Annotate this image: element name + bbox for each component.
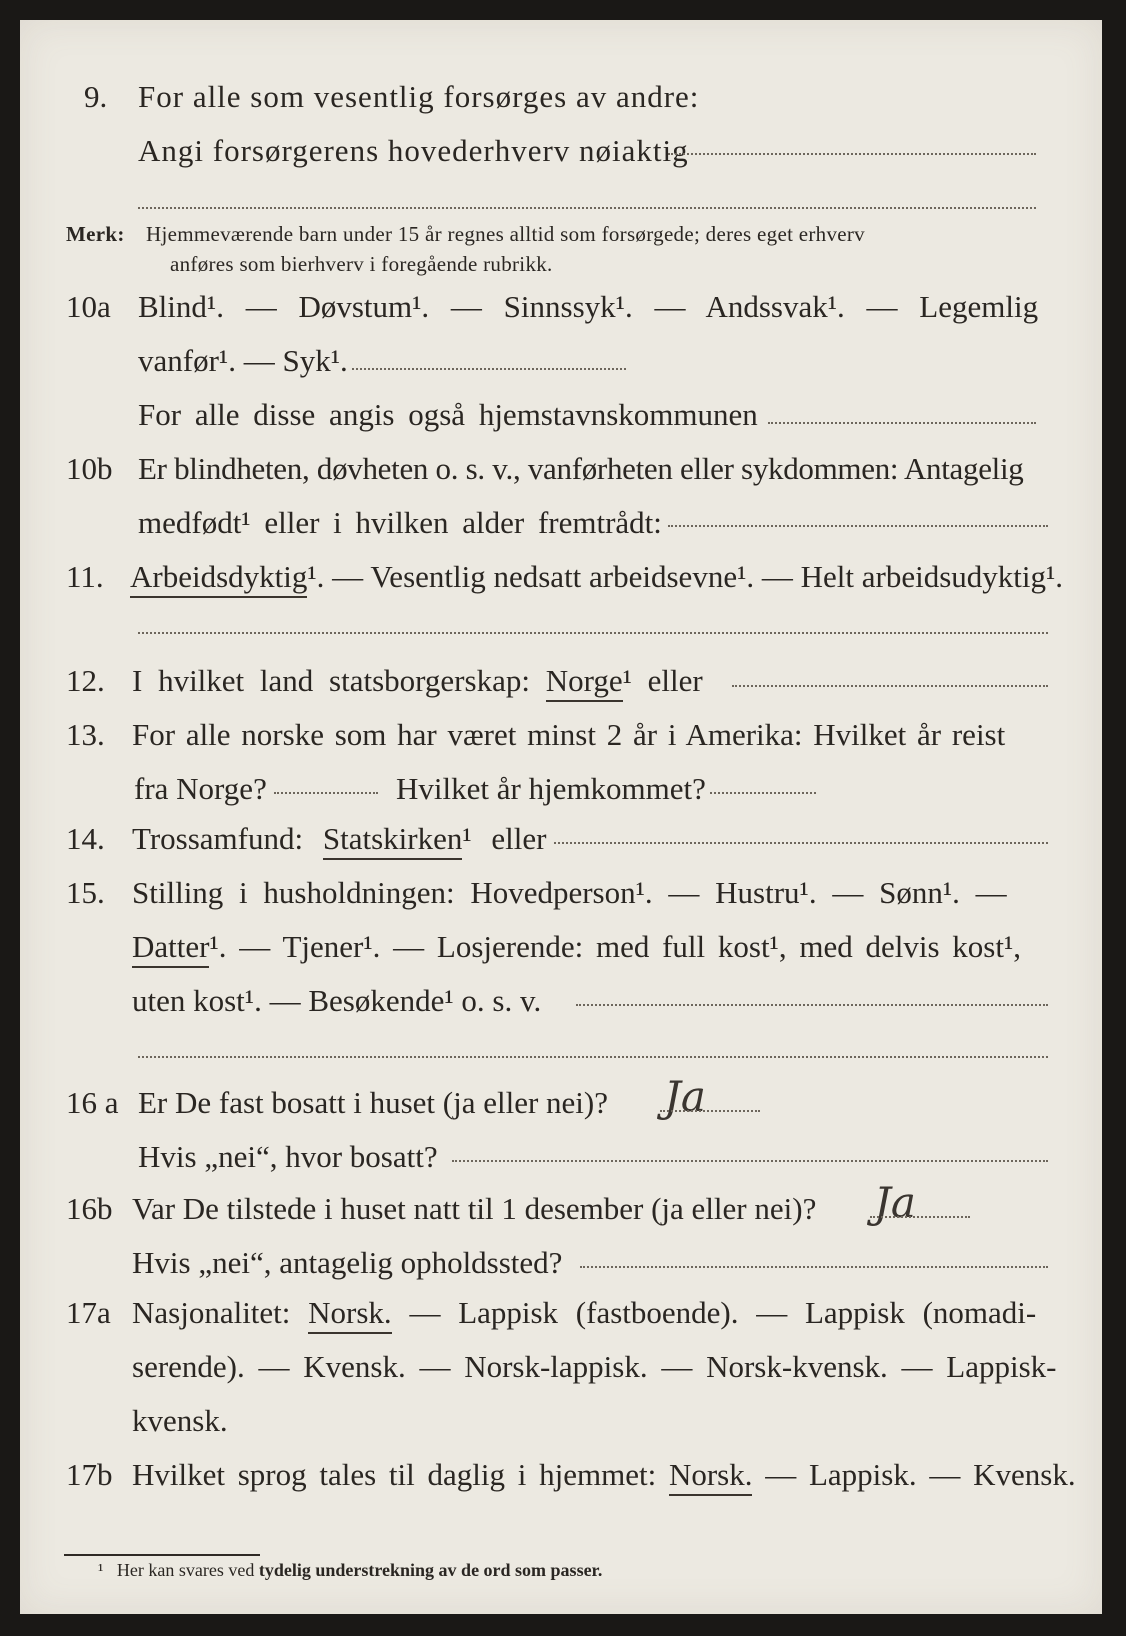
- q9-answer-line[interactable]: [668, 153, 1036, 155]
- q15-answer-line-2[interactable]: [138, 1056, 1048, 1058]
- q16a-answer-line[interactable]: [660, 1110, 760, 1112]
- q11-underlined-answer: Arbeidsdyktig: [130, 559, 307, 598]
- footnote-mark: ¹: [98, 1560, 104, 1580]
- q17b-underlined-answer: Norsk.: [669, 1457, 753, 1496]
- q16b-handwritten-answer: Ja: [874, 1178, 916, 1227]
- q11-answer-line[interactable]: [138, 632, 1048, 634]
- q10a-line2: vanfør¹. — Syk¹.: [138, 343, 348, 378]
- q12-underlined-answer: Norge: [546, 663, 623, 702]
- q14-pre: Trossamfund:: [132, 821, 304, 856]
- q12-number: 12.: [66, 663, 105, 698]
- q12-answer-line[interactable]: [732, 685, 1048, 687]
- q10b-answer-line[interactable]: [668, 525, 1048, 527]
- q10a-answer-line[interactable]: [352, 368, 626, 370]
- merk-label: Merk:: [66, 222, 125, 246]
- footnote-rule: [64, 1554, 260, 1556]
- q16b-line1: Var De tilstede i huset natt til 1 desember (ja eller nei)?: [132, 1191, 817, 1226]
- merk-line2: anføres som bierhverv i foregående rubrikk.: [170, 252, 553, 276]
- census-form-page: [20, 20, 1102, 1614]
- q17a-pre: Nasjonalitet:: [132, 1295, 291, 1330]
- q15-line2-rest: ¹. — Tjener¹. — Losjerende: med full kost¹, med delvis kost¹,: [209, 929, 1021, 964]
- q15-line3: uten kost¹. — Besøkende¹ o. s. v.: [132, 983, 542, 1018]
- q10b-line2: medfødt¹ eller i hvilken alder fremtrådt:: [138, 505, 662, 540]
- q10a-number: 10a: [66, 289, 111, 324]
- q17a-line3: kvensk.: [132, 1403, 228, 1438]
- q11-rest: ¹. — Vesentlig nedsatt arbeidsevne¹. — Helt arbeidsudyktig¹.: [307, 559, 1064, 594]
- q17a-line1: [132, 1294, 1036, 1332]
- q12-post: ¹ eller: [622, 663, 703, 698]
- q13-hjem-line[interactable]: [710, 792, 816, 794]
- q9-line1: For alle som vesentlig forsørges av andre:: [138, 79, 700, 114]
- q13-line2a: fra Norge?: [134, 771, 267, 806]
- q16a-line2: Hvis „nei“, hvor bosatt?: [138, 1139, 438, 1174]
- q14-post: ¹ eller: [462, 821, 547, 856]
- q13-number: 13.: [66, 717, 105, 752]
- q12-line: [132, 662, 703, 700]
- q17b-number: 17b: [66, 1457, 113, 1492]
- q13-reist-line[interactable]: [274, 792, 378, 794]
- q9-answer-line-2[interactable]: [138, 207, 1036, 209]
- merk-line1: Hjemmeværende barn under 15 år regnes alltid som forsørgede; deres eget erhverv: [146, 222, 865, 246]
- q17a-line2: serende). — Kvensk. — Norsk-lappisk. — Norsk-kvensk. — Lappisk-: [132, 1349, 1057, 1384]
- q16a-line1: Er De fast bosatt i huset (ja eller nei)?: [138, 1085, 608, 1120]
- q16b-opholdssted-line[interactable]: [580, 1266, 1048, 1268]
- q13-line1: For alle norske som har været minst 2 år i Amerika: Hvilket år reist: [132, 717, 1006, 752]
- q14-underlined-answer: Statskirken: [323, 821, 463, 860]
- q16b-number: 16b: [66, 1191, 113, 1226]
- q12-pre: I hvilket land statsborgerskap:: [132, 663, 530, 698]
- q15-underlined-answer: Datter: [132, 929, 209, 968]
- q16b-line2: Hvis „nei“, antagelig opholdssted?: [132, 1245, 563, 1280]
- q17b-line: [132, 1456, 1076, 1494]
- q15-line2: [132, 928, 1021, 966]
- q13-line2b: Hvilket år hjemkommet?: [396, 771, 706, 806]
- q15-line1: Stilling i husholdningen: Hovedperson¹. — Hustru¹. — Sønn¹. —: [132, 875, 1007, 910]
- q9-line2: Angi forsørgerens hovederhverv nøiaktig: [138, 133, 689, 168]
- q15-number: 15.: [66, 875, 105, 910]
- q10b-number: 10b: [66, 451, 113, 486]
- q9-number: 9.: [84, 79, 108, 114]
- q17a-number: 17a: [66, 1295, 111, 1330]
- q11-number: 11.: [66, 559, 104, 594]
- q14-number: 14.: [66, 821, 105, 856]
- q16a-handwritten-answer: Ja: [664, 1072, 706, 1121]
- q10a-line1: Blind¹. — Døvstum¹. — Sinnssyk¹. — Andssvak¹. — Legemlig: [138, 289, 1039, 324]
- q15-answer-line[interactable]: [576, 1004, 1048, 1006]
- q14-line: [132, 820, 546, 858]
- q16a-number: 16 a: [66, 1085, 119, 1120]
- q17b-pre: Hvilket sprog tales til daglig i hjemmet:: [132, 1457, 657, 1492]
- q10a-line3: For alle disse angis også hjemstavnskommunen: [138, 397, 758, 432]
- q17b-post: — Lappisk. — Kvensk.: [765, 1457, 1076, 1492]
- q16a-bosatt-line[interactable]: [452, 1160, 1048, 1162]
- q14-answer-line[interactable]: [554, 842, 1048, 844]
- q17a-underlined-answer: Norsk.: [308, 1295, 392, 1334]
- q16b-answer-line[interactable]: [870, 1216, 970, 1218]
- q10b-line1: Er blindheten, døvheten o. s. v., vanførheten eller sykdommen: Antagelig: [138, 451, 1024, 486]
- q17a-line1-rest: — Lappisk (fastboende). — Lappisk (nomadi-: [409, 1295, 1037, 1330]
- footnote-text: Her kan svares ved: [116, 1560, 255, 1580]
- q11-line: [130, 558, 1063, 596]
- q10a-home-line[interactable]: [768, 422, 1036, 424]
- footnote: [98, 1560, 602, 1581]
- footnote-bold-text: tydelig understrekning av de ord som passer.: [258, 1560, 603, 1580]
